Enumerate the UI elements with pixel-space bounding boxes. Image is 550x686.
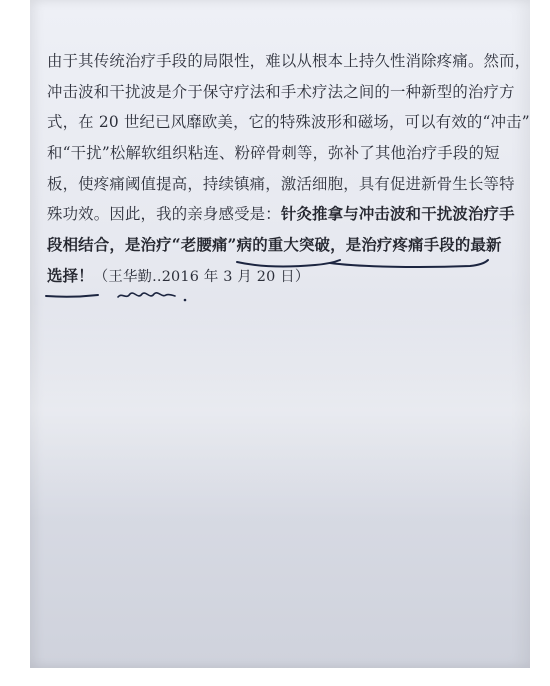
text-line-6-bold: 针灸推拿与冲击波和干扰波治疗手 [280, 205, 515, 224]
document-text [47, 46, 530, 292]
underline-choice [46, 295, 98, 297]
text-line-6-plain: 殊功效。因此，我的亲身感受是： [47, 205, 281, 224]
text-line-1: 由于其传统治疗手段的局限性，难以从根本上持久性消除疼痛。然而， [47, 52, 530, 70]
pen-dot [184, 299, 187, 302]
underline-signature-squiggle [118, 293, 175, 297]
text-line-3: 式，在 20 世纪已风靡欧美，它的特殊波形和磁场，可以有效的“冲击” [47, 113, 530, 132]
text-line-6 [47, 199, 517, 230]
signature-date: （王华勤..2016 年 3 月 20 日） [93, 268, 310, 285]
text-line-7-bold: 段相结合，是治疗“老腰痛”病的重大突破，是治疗疼痛手段的最新 [47, 236, 502, 255]
paper-sheet [30, 0, 530, 668]
text-line-8 [47, 261, 517, 292]
text-line-4: 和“干扰”松解软组织粘连、粉碎骨刺等，弥补了其他治疗手段的短 [47, 144, 500, 163]
text-line-5: 板，使疼痛阈值提高，持续镇痛，激活细胞，具有促进新骨生长等特 [47, 174, 515, 193]
text-line-2: 冲击波和干扰波是介于保守疗法和手术疗法之间的一种新型的治疗方 [47, 82, 515, 101]
text-line-8-bold: 选择！ [47, 266, 94, 285]
